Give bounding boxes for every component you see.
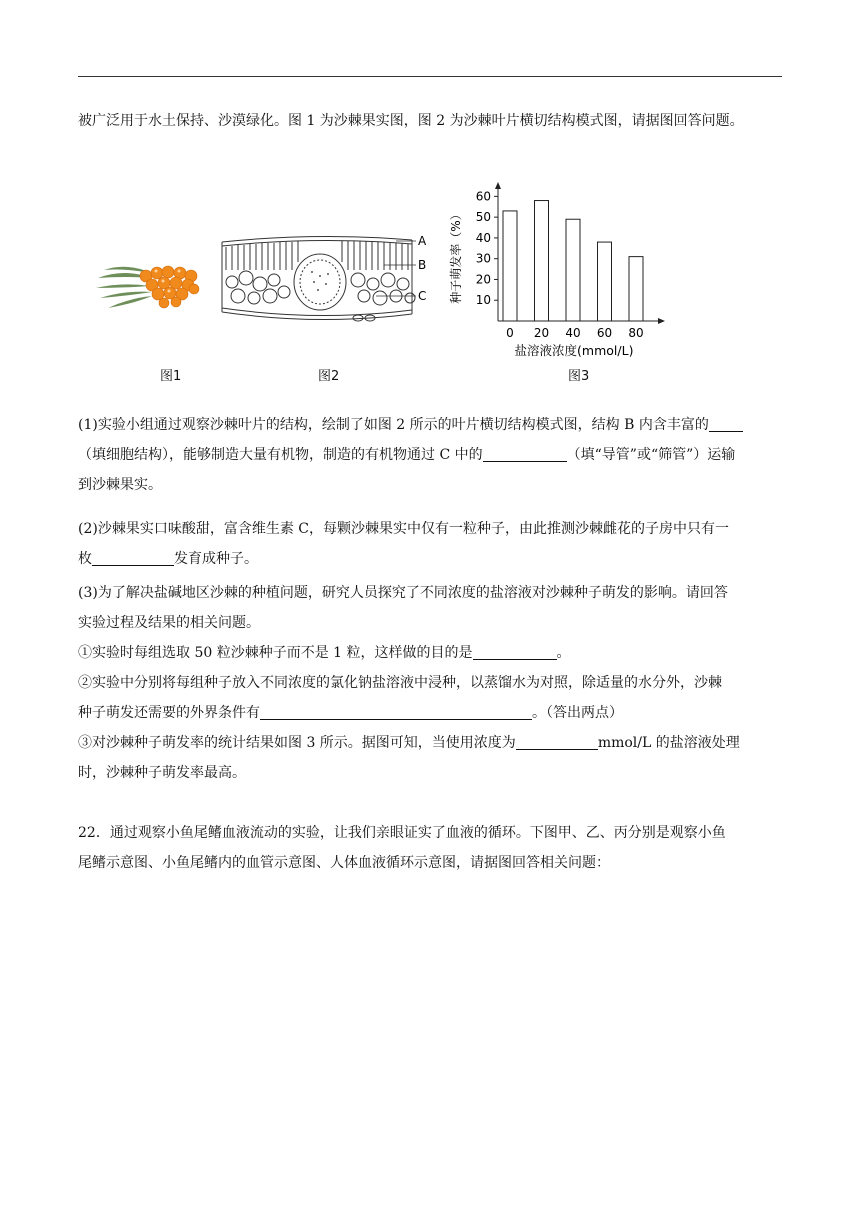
x-axis-arrow	[658, 318, 665, 324]
fig2-caption: 图2	[318, 369, 340, 384]
y-tick-label: 30	[475, 251, 491, 266]
answer-blank-3[interactable]	[92, 549, 174, 566]
y-ticks	[476, 189, 498, 307]
q3-sub2-text-2: 种子萌发还需要的外界条件有	[78, 705, 260, 721]
bars	[503, 201, 643, 321]
answer-blank-2[interactable]	[483, 445, 567, 462]
y-tick-label: 40	[475, 230, 491, 245]
q1-text-1: (1)实验小组通过观察沙棘叶片的结构，绘制了如图 2 所示的叶片横切结构模式图，结构 B 内含丰富的	[78, 417, 709, 433]
header-rule	[78, 76, 782, 77]
fig3-caption: 图3	[568, 369, 590, 384]
question-3: (3)为了解决盐碱地区沙棘的种植问题，研究人员探究了不同浓度的盐溶液对沙棘种子萌发的影响。请回答 实验过程及结果的相关问题。 ①实验时每组选取 50 粒沙棘种子而不是 1 粒，这样做的目的是 。 ②实验中分别将每组种子放入不同浓度的氯化钠盐溶液中浸种，以蒸馏水为对照，除适量的水分外，沙棘 种子萌发还需要的外界条件有 。（答出两点） ③对沙棘种子萌发率的统计结果如图 3 所示。据图可知，当使用浓度为 mmol/L 的盐溶液处理 时，沙棘种子萌发率最高。	[78, 578, 784, 788]
berries	[140, 266, 199, 308]
question-22	[78, 818, 784, 878]
bar-40	[566, 219, 580, 321]
bar-0	[503, 211, 517, 321]
x-axis-label: 盐溶液浓度(mmol/L)	[514, 343, 634, 358]
y-tick-label: 50	[475, 210, 491, 225]
q22-text-1: 22．通过观察小鱼尾鳍血液流动的实验，让我们亲眼证实了血液的循环。下图甲、乙、丙分别是观察小鱼	[78, 825, 726, 841]
q2-text-3: 发育成种子。	[174, 551, 258, 567]
q22-text-2: 尾鳍示意图、小鱼尾鳍内的血管示意图、人体血液循环示意图，请据图回答相关问题：	[78, 855, 610, 871]
y-tick-label: 10	[475, 293, 491, 308]
q3-sub3-text-1: ③对沙棘种子萌发率的统计结果如图 3 所示。据图可知，当使用浓度为	[78, 735, 516, 751]
q3-text-1: (3)为了解决盐碱地区沙棘的种植问题，研究人员探究了不同浓度的盐溶液对沙棘种子萌发的影响。请回答	[78, 585, 728, 601]
bar-20	[535, 201, 549, 321]
x-tick-label: 0	[506, 326, 514, 340]
fig2-label-c: C	[418, 289, 427, 303]
fig3-bar-chart	[440, 176, 670, 366]
answer-blank-5[interactable]	[260, 703, 532, 720]
question-1	[78, 410, 784, 500]
y-tick-label: 20	[475, 272, 491, 287]
q1-text-4: 到沙棘果实。	[78, 477, 162, 493]
q2-text-1: (2)沙棘果实口味酸甜，富含维生素 C，每颗沙棘果实中仅有一粒种子，由此推测沙棘雌花的子房中只有一	[78, 521, 729, 537]
intro-line: 被广泛用于水土保持、沙漠绿化。图 1 为沙棘果实图，图 2 为沙棘叶片横切结构模式图，请据图回答问题。	[78, 113, 744, 129]
answer-blank-6[interactable]	[516, 733, 598, 750]
fig1-fruit-image	[94, 256, 204, 318]
palisade-layer	[226, 241, 408, 270]
fig2-label-a: A	[418, 234, 427, 248]
fig1-caption: 图1	[160, 369, 182, 384]
q1-text-3: （填“导管”或“筛管”）运输	[566, 447, 736, 463]
fig2-leaf-section	[218, 226, 434, 332]
x-tick-label: 80	[628, 326, 644, 340]
bar-80	[629, 257, 643, 321]
q3-sub1-text: ①实验时每组选取 50 粒沙棘种子而不是 1 粒，这样做的目的是	[78, 645, 473, 661]
y-tick-label: 60	[475, 189, 491, 204]
x-tick-labels	[506, 326, 643, 340]
bar-60	[598, 242, 612, 321]
answer-blank-1[interactable]	[709, 415, 743, 432]
x-tick-label: 20	[533, 326, 550, 340]
q3-sub3-text-2: mmol/L 的盐溶液处理	[597, 735, 740, 751]
q3-text-2: 实验过程及结果的相关问题。	[78, 615, 260, 631]
vein-bundle	[294, 254, 346, 310]
fig2-label-b: B	[418, 258, 427, 272]
q3-sub2-text-1: ②实验中分别将每组种子放入不同浓度的氯化钠盐溶液中浸种，以蒸馏水为对照，除适量的水分外，沙棘	[78, 675, 722, 691]
y-axis-arrow	[495, 182, 501, 189]
q3-sub3-text-3: 时，沙棘种子萌发率最高。	[78, 765, 246, 781]
q2-text-2: 枚	[78, 551, 92, 567]
q1-text-2: （填细胞结构），能够制造大量有机物，制造的有机物通过 C 中的	[78, 447, 483, 463]
answer-blank-4[interactable]	[473, 643, 557, 660]
question-2	[78, 514, 784, 574]
q3-sub2-text-3: 。（答出两点）	[532, 705, 623, 721]
intro-text	[78, 106, 784, 136]
y-axis-label: 种子萌发率（%）	[449, 208, 463, 304]
x-tick-label: 60	[596, 326, 613, 340]
x-tick-label: 40	[565, 326, 581, 340]
